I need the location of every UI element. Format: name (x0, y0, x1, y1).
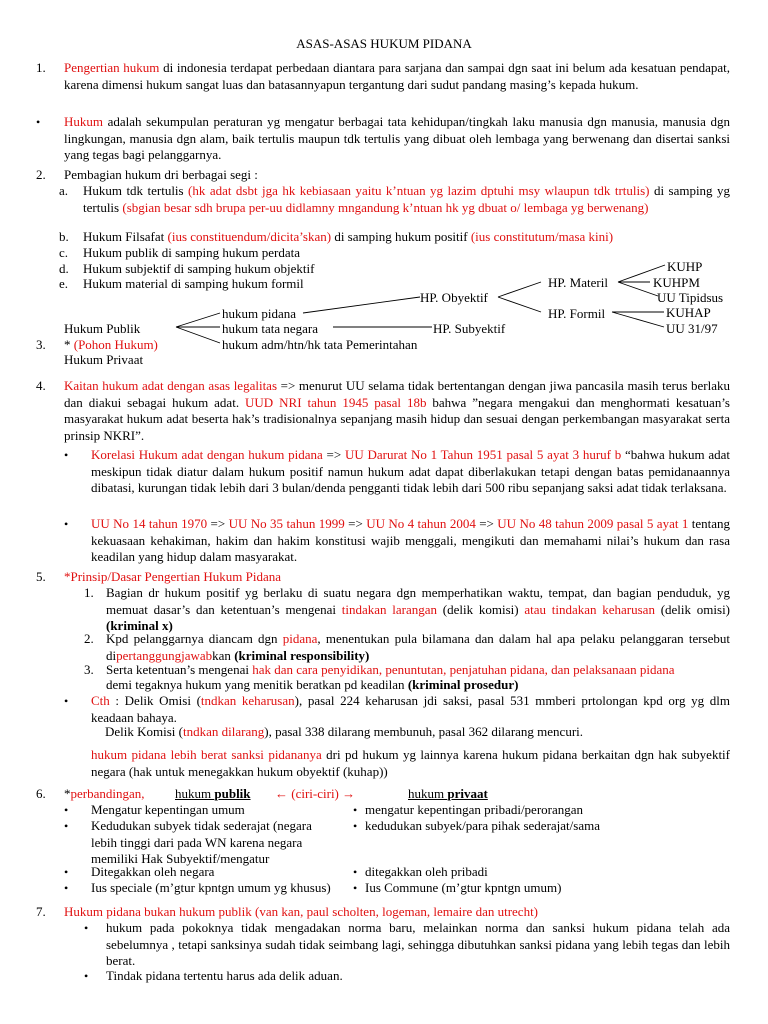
diagram-uu-tipidsus: UU Tipidsus (657, 290, 724, 305)
ref-uu-14-1970: UU No 14 tahun 1970 (91, 516, 208, 531)
section-2-intro: Pembagian hukum dri berbagai segi : (64, 167, 258, 182)
item-c-text: Hukum publik di samping hukum perdata (83, 245, 301, 260)
term-pidana: pidana (282, 631, 318, 646)
pohon-hukum-label: (Pohon Hukum) (73, 337, 158, 352)
section-7-number: 7. (36, 904, 46, 919)
privaat-ciri-item: kedudukan subyek/para pihak sederajat/sama (365, 818, 600, 833)
ciri-ciri-label: ← (ciri-ciri) → (275, 786, 356, 801)
item-b-red: (ius constitutum/masa kini) (470, 229, 614, 244)
term-tindakan-keharusan: atau tindakan keharusan (524, 601, 655, 617)
term-kaitan-hukum-adat: Kaitan hukum adat dengan asas legalitas (64, 378, 278, 393)
hukum-definition-text: adalah sekumpulan peraturan yg mengatur berbagai tata kehidupan/tingkah laku manusia dgn manusia, manusia dgn lingkungan, manusia dgn alam, baik tertulis maupun tdk tertulis yang dibuat oleh lembaga yang berwenang dan disertai sanksi yang tegas bagi pelanggarnya. (64, 114, 730, 162)
prinsip-2-text: , menentukan pula bilamana dan dalam hal apa pelaku pelanggaran tersebut di (106, 631, 730, 663)
hukum-label: hukum (175, 786, 215, 801)
section-3-number: 3. (36, 337, 46, 352)
ref-uu-35-1999: UU No 35 tahun 1999 (228, 516, 345, 531)
prinsip-2-text: kan (212, 647, 235, 663)
section-1-text: di indonesia terdapat perbedaan diantara para sarjana dan sampai dgn saat ini belum ada kesatuan pendapat, karena dimensi hukum sangat luas dan batasannyapun tergantung dari sudut pandang masing’s kepada hukum. (64, 60, 730, 92)
korelasi-text: “bahwa hukum adat meskipun tidak diatur dalam hukum positif namun hukum adat dapat diberlakukan tetapi dengan batas pemidanaannya dibatasi, kurungan tidak lebih dari 3 bulan/denda pengganti tidak lebih dari 500 ribu sepanjang saksi adat tidak terlaksana. (91, 447, 731, 495)
bullet-icon: • (84, 969, 89, 983)
privaat-ciri-item: ditegakkan oleh pribadi (365, 864, 488, 879)
ref-uu-darurat: UU Darurat No 1 Tahun 1951 pasal 5 ayat 3 huruf b (344, 447, 622, 462)
section-1-number: 1. (36, 60, 46, 75)
privaat-label: privaat (447, 786, 488, 801)
term-korelasi: Korelasi Hukum adat dengan hukum pidana (91, 447, 323, 462)
bullet-icon: • (353, 819, 358, 833)
publik-ciri-item: Ditegakkan oleh negara (91, 864, 215, 879)
publik-ciri-item: Ius speciale (m’gtur kpntgn umum yg khusus) (91, 880, 331, 895)
arrow-text: => (344, 516, 367, 531)
sanksi-berat-paragraph (91, 747, 730, 780)
section-4-text: => menurut UU selama tidak bertentangan dengan jiwa pancasila masih terus berlaku dan diakui sebagai hukum adat. (64, 378, 730, 410)
contoh-text: : Delik Omisi ( (109, 693, 201, 708)
prinsip-2-paragraph (106, 631, 730, 664)
prinsip-3-text: Serta ketentuan’s mengenai (106, 662, 253, 677)
prinsip-1-paragraph (106, 585, 730, 635)
item-a-letter: a. (59, 183, 69, 198)
diagram-kuhap: KUHAP (666, 305, 711, 320)
bullet-icon: • (64, 448, 69, 462)
item-b-letter: b. (59, 229, 69, 244)
diagram-hukum-adm: hukum adm/htn/hk tata Pemerintahan (222, 337, 418, 352)
arrow-text: => (475, 516, 498, 531)
item-a-part: Hukum tdk tertulis (83, 183, 189, 198)
diagram-uu-31-97: UU 31/97 (666, 321, 718, 336)
sanksi-berat-text: dri pd hukum yg lainnya karena hukum pidana berkaitan dgn hak subyektif negara (hak untuk menegakkan hukum obyektif (kuhap)) (91, 747, 730, 779)
item-a-red: (sbgian besar sdh brupa per-uu didlamny mngandung k’ntuan hk yg dbuat o/ lembaga yg berwenang) (122, 199, 649, 215)
section-7-point-1: hukum pada pokoknya tidak mengadakan norma baru, melainkan norma dan sanksi hukum pidana telah ada sebelumnya , tetapi sanksinya sudah tidak seimbang lagi, sehingga dibutuhkan sanksi pidana yang lebih tegas dan lebih berat. (106, 920, 730, 968)
bullet-icon: • (64, 517, 69, 531)
term-sanksi-berat: hukum pidana lebih berat sanksi pidananya (91, 747, 322, 762)
bullet-icon: • (353, 865, 358, 879)
item-d-letter: d. (59, 261, 69, 276)
uu-kehakiman-paragraph (91, 516, 730, 566)
term-pengertian-hukum: Pengertian hukum (64, 60, 160, 75)
term-pertanggungjawab: pertanggungjawab (116, 647, 213, 663)
delik-komisi-line (105, 724, 583, 741)
privaat-ciri-item: mengatur kepentingan pribadi/perorangan (365, 802, 584, 817)
diagram-kuhp: KUHP (667, 259, 703, 274)
term-perbandingan: perbandingan, (70, 786, 145, 801)
section-2-number: 2. (36, 167, 46, 182)
ref-uu-4-2004: UU No 4 tahun 2004 (366, 516, 476, 531)
item-e-letter: e. (59, 276, 69, 291)
item-a-red: (hk adat dsbt jga hk kebiasaan yaitu k’ntuan yg lazim dptuhi msy wlaupun tdk trtulis) (188, 183, 650, 198)
section-4-paragraph (64, 378, 730, 444)
diagram-hukum-tata-negara: hukum tata negara (222, 321, 319, 336)
item-b-part: di samping hukum positif (331, 229, 471, 244)
tree-line (498, 282, 541, 297)
item-e-text: Hukum material di samping hukum formil (83, 276, 304, 291)
arrow-text: => (322, 447, 345, 462)
kriminal-x: (kriminal x) (106, 618, 173, 633)
publik-ciri-item: Mengatur kepentingan umum (91, 802, 245, 817)
section-6-number: 6. (36, 786, 46, 801)
prinsip-3-line-2 (106, 677, 518, 694)
diagram-hp-materil: HP. Materil (548, 275, 608, 290)
privaat-ciri-item: Ius Commune (m’gtur kpntgn umum) (365, 880, 562, 895)
tree-line (176, 327, 220, 343)
publik-heading (175, 786, 251, 803)
diagram-hp-formil: HP. Formil (548, 306, 606, 321)
prinsip-2-text: Kpd pelanggarnya diancam dgn (106, 631, 283, 646)
diagram-hp-obyektif: HP. Obyektif (420, 290, 488, 305)
tree-line (303, 297, 420, 313)
bullet-icon: • (64, 803, 69, 817)
diagram-hp-subyektif: HP. Subyektif (433, 321, 506, 336)
arrow-text: => (207, 516, 229, 531)
publik-label: publik (214, 786, 251, 801)
page-title: ASAS-ASAS HUKUM PIDANA (296, 36, 472, 51)
term-hukum: Hukum (64, 114, 103, 129)
diagram-hukum-publik: Hukum Publik (64, 321, 141, 336)
item-b-part: Hukum Filsafat (83, 229, 168, 244)
ref-uud-nri: UUD NRI tahun 1945 pasal 18b (245, 394, 427, 410)
prinsip-1-text: Bagian dr hukum positif yg berlaku di suatu negara dgn memperhatikan waktu, tempat, dan bagian penduduk, yg memuat dasar’s dan ketentuan’s mengenai (106, 585, 730, 617)
item-a-part: di samping yg tertulis (83, 183, 730, 215)
item-d-text: Hukum subjektif di samping hukum objektif (83, 261, 315, 276)
prinsip-1-text: (delik komisi) (437, 601, 525, 617)
bullet-icon: • (64, 694, 69, 708)
term-cth: Cth (91, 693, 110, 708)
item-c-letter: c. (59, 245, 69, 260)
item-b-red: (ius constituendum/dicita’skan) (167, 229, 332, 244)
asterisk: * (64, 786, 71, 801)
tree-line (498, 297, 541, 312)
bullet-icon: • (36, 115, 41, 129)
uu-kehakiman-text: tentang kekuasaan kehakiman, hakim dan hakim konstitusi wajib menggali, mengikuti dan memahami nilai’s hukum dan rasa keadilan yang hidup dalam masyarakat. (91, 516, 731, 564)
asterisk: * (64, 337, 74, 352)
prinsip-3-text: demi tegaknya hukum yang menitik beratkan pd keadilan (106, 677, 408, 692)
kriminal-prosedur: (kriminal prosedur) (407, 677, 519, 692)
diagram-kuhpm: KUHPM (653, 275, 700, 290)
item-2-number: 2. (84, 631, 94, 646)
term-tindakan-larangan: tindakan larangan (341, 601, 438, 617)
term-tndkan-dilarang: tndkan dilarang (183, 724, 265, 739)
delik-komisi-text: ), pasal 338 dilarang membunuh, pasal 362 dilarang mencuri. (264, 724, 584, 739)
korelasi-paragraph (91, 447, 730, 497)
item-3-number: 3. (84, 662, 94, 677)
ref-uu-48-2009: UU No 48 tahun 2009 pasal 5 ayat 1 (497, 516, 689, 531)
publik-ciri-item: Kedudukan subyek tidak sederajat (negara lebih tinggi dari pada WN karena negara memiliki Hak Subyektif/mengatur (91, 818, 312, 866)
tree-line (176, 313, 220, 327)
bullet-icon: • (353, 803, 358, 817)
term-tndkan-keharusan: tndkan keharusan (200, 693, 295, 708)
hukum-label: hukum (408, 786, 448, 801)
bullet-icon: • (353, 881, 358, 895)
diagram-hukum-pidana: hukum pidana (222, 306, 297, 321)
term-hak-dan-cara: hak dan cara penyidikan, penuntutan, penjatuhan pidana, dan pelaksanaan pidana (252, 662, 675, 677)
prinsip-1-text: (delik omisi) (654, 601, 731, 617)
section-5-number: 5. (36, 569, 46, 584)
contoh-text: ), pasal 224 keharusan jdi saksi, pasal 531 mmberi prtolongan kpd org yg dlm keadaan bahaya. (91, 693, 730, 725)
delik-komisi-text: Delik Komisi ( (105, 724, 183, 739)
bullet-icon: • (64, 881, 69, 895)
section-5-title: *Prinsip/Dasar Pengertian Hukum Pidana (64, 569, 281, 584)
tree-line (618, 282, 658, 296)
item-1-number: 1. (84, 585, 94, 600)
perbandingan-label (64, 786, 145, 803)
privaat-heading (408, 786, 488, 803)
tree-line (612, 312, 664, 327)
bullet-icon: • (84, 921, 89, 935)
section-7-point-2: Tindak pidana tertentu harus ada delik aduan. (106, 968, 343, 983)
section-4-number: 4. (36, 378, 46, 393)
section-7-title: Hukum pidana bukan hukum publik (van kan, paul scholten, logeman, lemaire dan utrecht) (64, 904, 539, 919)
bullet-icon: • (64, 819, 69, 833)
section-4-text: bahwa ”negara mengakui dan menghormati kesatuan’s masyarakat hukum adat beserta hak’s tradisionalnya sepanjang masih hidup dan sesuai dengan perkembangan masyarakat serta prinsip NKRI”. (64, 394, 730, 443)
bullet-icon: • (64, 865, 69, 879)
contoh-paragraph (91, 693, 730, 726)
kriminal-responsibility: (kriminal responsibility) (234, 647, 370, 663)
diagram-hukum-privaat: Hukum Privaat (64, 352, 144, 367)
